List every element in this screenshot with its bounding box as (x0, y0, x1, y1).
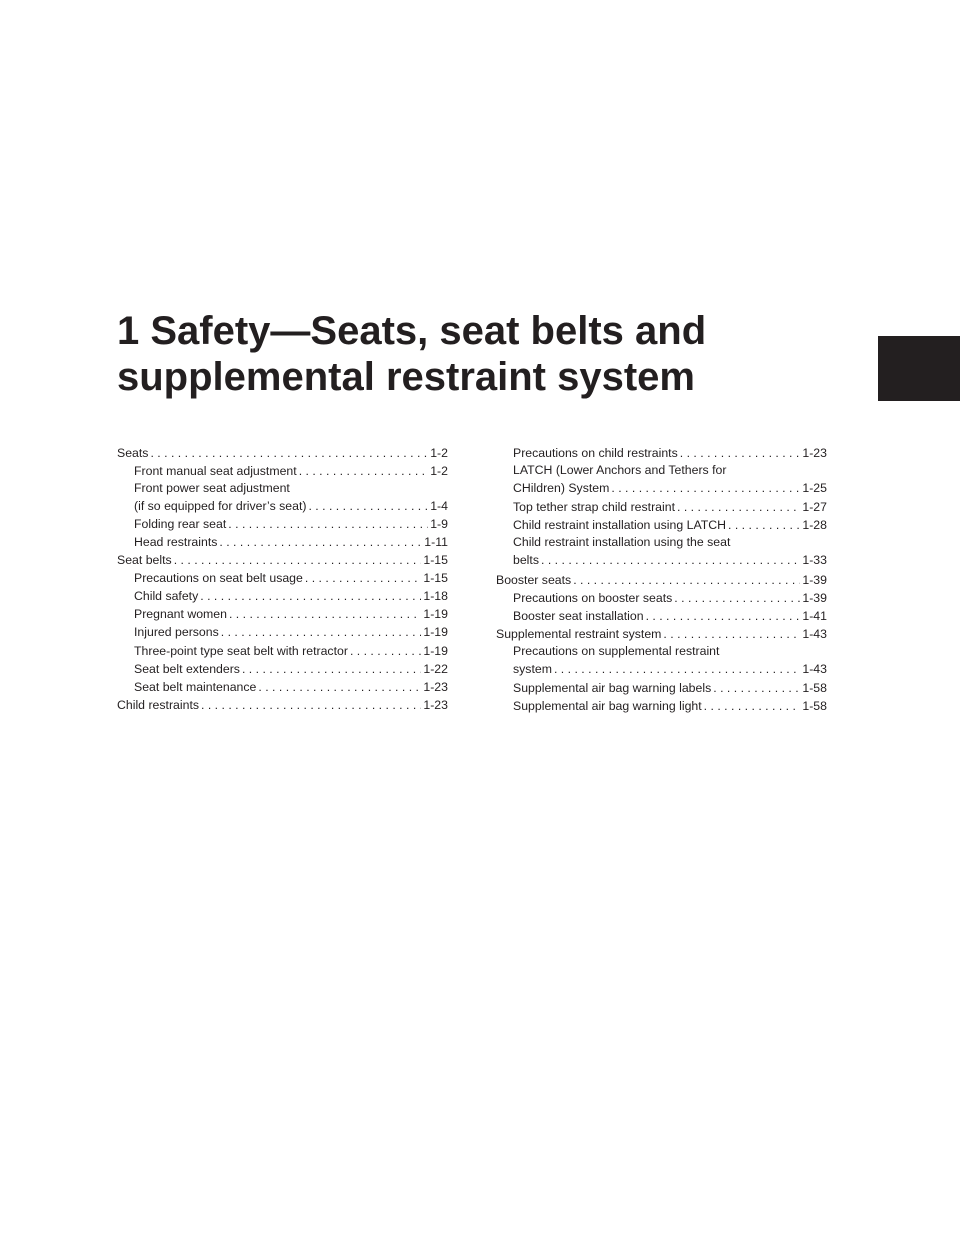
dot-leader (242, 660, 421, 678)
dot-leader (680, 444, 801, 462)
toc-column-left (117, 444, 448, 714)
toc-entry-page: 1-43 (802, 626, 827, 641)
toc-entry[interactable] (496, 444, 827, 462)
toc-entry-title: (if so equipped for driver’s seat) (134, 498, 307, 513)
chapter-title-line-2: supplemental restraint system (117, 355, 695, 399)
toc-entry[interactable] (496, 534, 827, 569)
toc-entry[interactable] (496, 679, 827, 697)
toc-entry-title: belts (513, 553, 539, 568)
toc-entry[interactable] (496, 462, 827, 497)
dot-leader (663, 625, 800, 643)
toc-entry[interactable] (496, 571, 827, 589)
dot-leader (646, 607, 801, 625)
toc-entry-page: 1-22 (423, 661, 448, 676)
toc-entry-title: system (513, 661, 552, 676)
toc-entry-title: Supplemental air bag warning labels (513, 681, 712, 696)
toc-entry-title: Precautions on booster seats (513, 590, 673, 605)
toc-entry-page: 1-4 (430, 498, 448, 513)
toc-entry[interactable] (496, 625, 827, 643)
dot-leader (350, 642, 421, 660)
dot-leader (299, 462, 429, 480)
toc-entry-title: Child restraint installation using LATCH (513, 518, 727, 533)
toc-entry-title: Child restraints (117, 697, 200, 712)
chapter-title-line-1: 1 Safety—Seats, seat belts and (117, 309, 707, 353)
dot-leader (573, 571, 800, 589)
toc-entry-title: Injured persons (134, 625, 219, 640)
toc-column-right (496, 444, 827, 715)
toc-entry-page: 1-33 (802, 553, 827, 568)
toc-entry-page: 1-25 (802, 480, 827, 495)
toc-entry[interactable] (117, 623, 448, 641)
toc-entry-title: Front manual seat adjustment (134, 464, 297, 479)
toc-entry[interactable] (496, 498, 827, 516)
dot-leader (228, 515, 428, 533)
toc-entry-title: Seat belt extenders (134, 661, 240, 676)
dot-leader (219, 533, 422, 551)
toc-entry-title-line: LATCH (Lower Anchors and Tethers for (513, 463, 727, 478)
toc-entry-page: 1-23 (423, 697, 448, 712)
toc-entry-page: 1-58 (802, 681, 827, 696)
chapter-tab-marker (878, 336, 960, 401)
dot-leader (677, 498, 800, 516)
toc-entry-title: Pregnant women (134, 607, 227, 622)
toc-entry-page: 1-11 (424, 534, 448, 549)
toc-entry-page: 1-39 (802, 572, 827, 587)
dot-leader (611, 479, 800, 497)
toc-entry-title: Supplemental restraint system (496, 626, 662, 641)
toc-entry-title-line: Precautions on supplemental restraint (513, 644, 720, 659)
toc-entry-title: CHildren) System (513, 480, 610, 495)
toc-entry-title: Child safety (134, 589, 199, 604)
toc-entry-page: 1-58 (802, 699, 827, 714)
toc-entry-title: Seat belts (117, 553, 172, 568)
toc-entry[interactable] (117, 569, 448, 587)
toc-entry-page: 1-28 (802, 518, 827, 533)
toc-entry-page: 1-23 (423, 679, 448, 694)
toc-entry-page: 1-39 (802, 590, 827, 605)
toc-entry-page: 1-19 (423, 643, 448, 658)
toc-entry[interactable] (117, 444, 448, 462)
toc-entry-title: Seats (117, 446, 149, 460)
toc-entry-page: 1-23 (802, 446, 827, 460)
toc-entry-page: 1-43 (802, 661, 827, 676)
toc-entry-page: 1-2 (430, 464, 448, 479)
toc-entry-page: 1-41 (802, 608, 827, 623)
toc-entry-title: Top tether strap child restraint (513, 500, 675, 515)
toc-entry-page: 1-2 (430, 446, 448, 460)
toc-entry-title: Precautions on child restraints (513, 446, 678, 460)
dot-leader (174, 551, 422, 569)
dot-leader (305, 569, 422, 587)
dot-leader (728, 516, 800, 534)
dot-leader (554, 660, 800, 678)
toc-entry-page: 1-15 (423, 553, 448, 568)
toc-entry-title: Folding rear seat (134, 516, 227, 531)
toc-entry[interactable] (117, 533, 448, 551)
toc-entry[interactable] (117, 480, 448, 515)
chapter-title (117, 308, 837, 400)
toc-entry-page: 1-19 (423, 625, 448, 640)
toc-entry-page: 1-9 (430, 516, 448, 531)
toc-entry-title-line: Child restraint installation using the seat (513, 535, 731, 550)
dot-leader (308, 497, 428, 515)
toc-entry-title: Three-point type seat belt with retractor (134, 643, 348, 658)
toc-entry[interactable] (496, 589, 827, 607)
toc-entry-page: 1-27 (802, 500, 827, 515)
toc-entry[interactable] (496, 643, 827, 678)
toc-entry-title: Booster seat installation (513, 608, 644, 623)
toc-entry-page: 1-19 (423, 607, 448, 622)
toc-entry[interactable] (496, 516, 827, 534)
dot-leader (704, 697, 801, 715)
toc-entry[interactable] (117, 551, 448, 569)
dot-leader (713, 679, 800, 697)
toc-entry-title: Booster seats (496, 572, 572, 587)
dot-leader (674, 589, 800, 607)
toc-entry[interactable] (117, 515, 448, 533)
toc-entry-title: Precautions on seat belt usage (134, 571, 303, 586)
dot-leader (229, 605, 421, 623)
toc-entry-page: 1-18 (423, 589, 448, 604)
toc-entry[interactable] (496, 607, 827, 625)
toc-entry-title: Supplemental air bag warning light (513, 699, 702, 714)
toc-entry[interactable] (117, 587, 448, 605)
toc-entry[interactable] (496, 697, 827, 715)
toc-entry[interactable] (117, 462, 448, 480)
toc-entry[interactable] (117, 678, 448, 696)
toc-entry-title: Head restraints (134, 534, 218, 549)
dot-leader (221, 623, 422, 641)
toc-entry[interactable] (117, 605, 448, 623)
dot-leader (150, 444, 428, 462)
dot-leader (201, 696, 421, 714)
dot-leader (200, 587, 421, 605)
toc-entry-title: Seat belt maintenance (134, 679, 257, 694)
toc-entry-page: 1-15 (423, 571, 448, 586)
dot-leader (258, 678, 421, 696)
toc-entry-title-line: Front power seat adjustment (134, 481, 290, 496)
toc-entry[interactable] (117, 660, 448, 678)
dot-leader (541, 551, 800, 569)
toc-entry[interactable] (117, 696, 448, 714)
toc-entry[interactable] (117, 642, 448, 660)
